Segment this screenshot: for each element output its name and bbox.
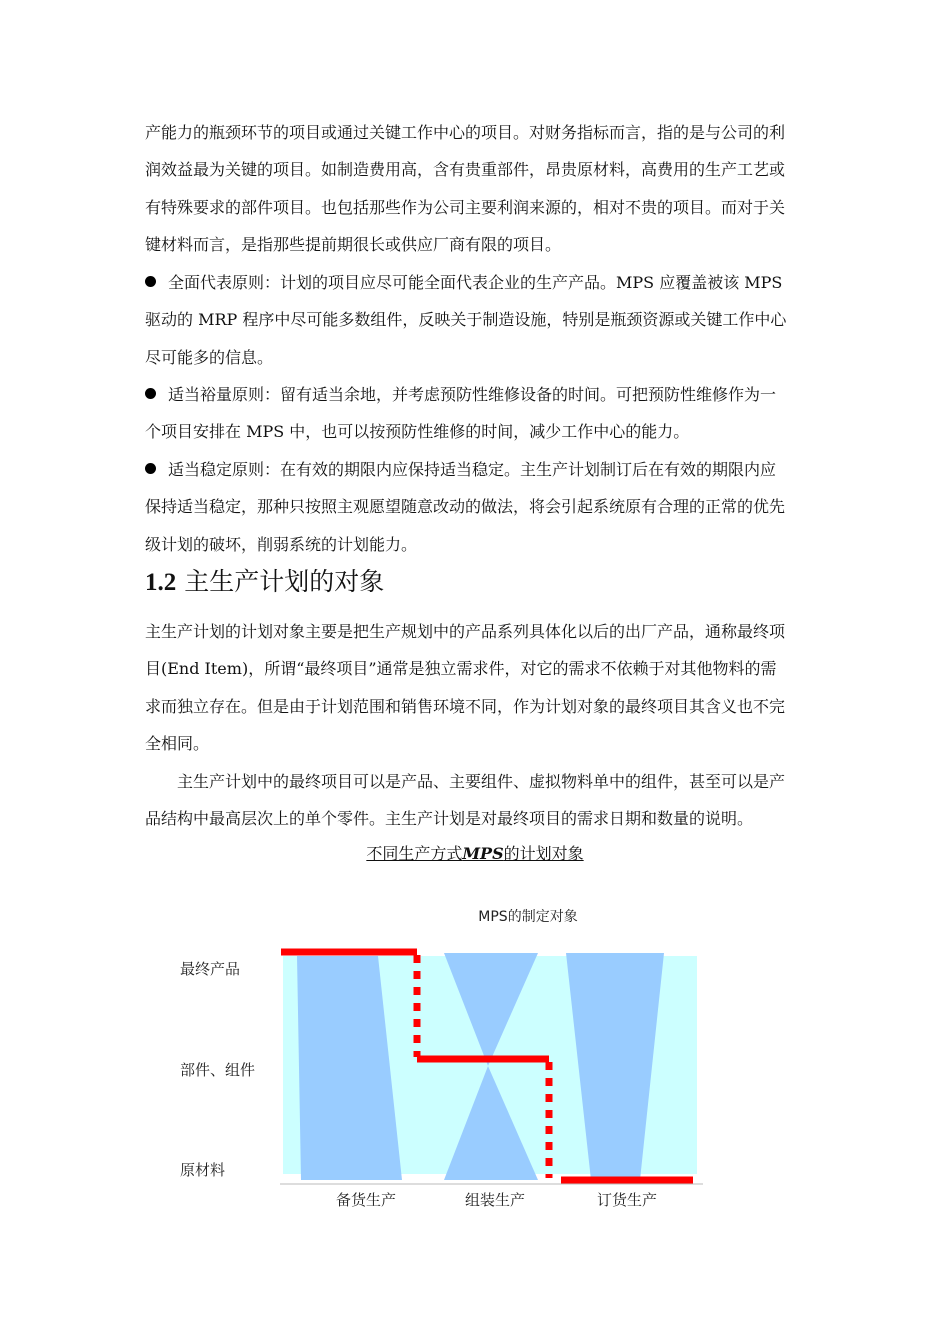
text-line: 尽可能多的信息。	[145, 347, 274, 367]
text-line: 品结构中最高层次上的单个零件。主生产计划是对最终项目的需求日期和数量的说明。	[145, 809, 754, 829]
text-line: 个项目安排在 MPS 中，也可以按预防性维修的时间，减少工作中心的能力。	[145, 422, 690, 442]
level-label-components: 部件、组件	[180, 1061, 256, 1079]
text-line: 产能力的瓶颈环节的项目或通过关键工作中心的项目。对财务指标而言，指的是与公司的利	[145, 123, 786, 142]
text-line: 全相同。	[145, 733, 210, 753]
text-line: 保持适当稳定，那种只按照主观愿望随意改动的做法，将会引起系统原有合理的正常的优先	[145, 497, 786, 517]
diagram-title: MPS的制定对象	[478, 909, 578, 925]
text-line: 求而独立存在。但是由于计划范围和销售环境不同，作为计划对象的最终项目其含义也不完	[145, 696, 786, 716]
text-line: 适当裕量原则：留有适当余地，并考虑预防性维修设备的时间。可把预防性维修作为一	[168, 385, 777, 404]
text-line: 主生产计划的计划对象主要是把生产规划中的产品系列具体化以后的出厂产品，通称最终项	[145, 622, 786, 641]
text-line: 有特殊要求的部件项目。也包括那些作为公司主要利润来源的，相对不贵的项目。而对于关	[145, 197, 786, 217]
strategy-label-assemble-to-order: 组装生产	[464, 1191, 526, 1209]
strategy-label-make-to-stock: 备货生产	[335, 1191, 397, 1209]
text-line: 润效益最为关键的项目。如制造费用高，含有贵重部件，昂贵原材料，高费用的生产工艺或	[145, 160, 786, 180]
text-line: 驱动的 MRP 程序中尽可能多数组件，反映关于制造设施，特别是瓶颈资源或关键工作中心	[145, 310, 787, 330]
text-line: 级计划的破坏，削弱系统的计划能力。	[145, 534, 418, 554]
caption-mps: MPS	[462, 844, 504, 863]
level-label-end-product: 最终产品	[180, 960, 241, 978]
section-title: 主生产计划的对象	[184, 567, 385, 596]
text-line: 目(End Item)，所谓“最终项目”通常是独立需求件，对它的需求不依赖于对其他物料的需	[145, 659, 777, 679]
text-line: 适当稳定原则：在有效的期限内应保持适当稳定。主生产计划制订后在有效的期限内应	[168, 460, 777, 479]
level-label-raw-material: 原材料	[180, 1161, 226, 1179]
text-line: 全面代表原则：计划的项目应尽可能全面代表企业的生产产品。MPS 应覆盖被该 MPS	[168, 273, 783, 292]
section-number: 1.2	[145, 569, 177, 596]
strategy-label-make-to-order: 订货生产	[596, 1191, 658, 1209]
text-line: 键材料而言，是指那些提前期很长或供应厂商有限的项目。	[145, 234, 562, 254]
caption-prefix: 不同生产方式	[366, 844, 463, 863]
text-line: 主生产计划中的最终项目可以是产品、主要组件、虚拟物料单中的组件，甚至可以是产	[177, 772, 786, 791]
caption-suffix: 的计划对象	[503, 844, 584, 863]
